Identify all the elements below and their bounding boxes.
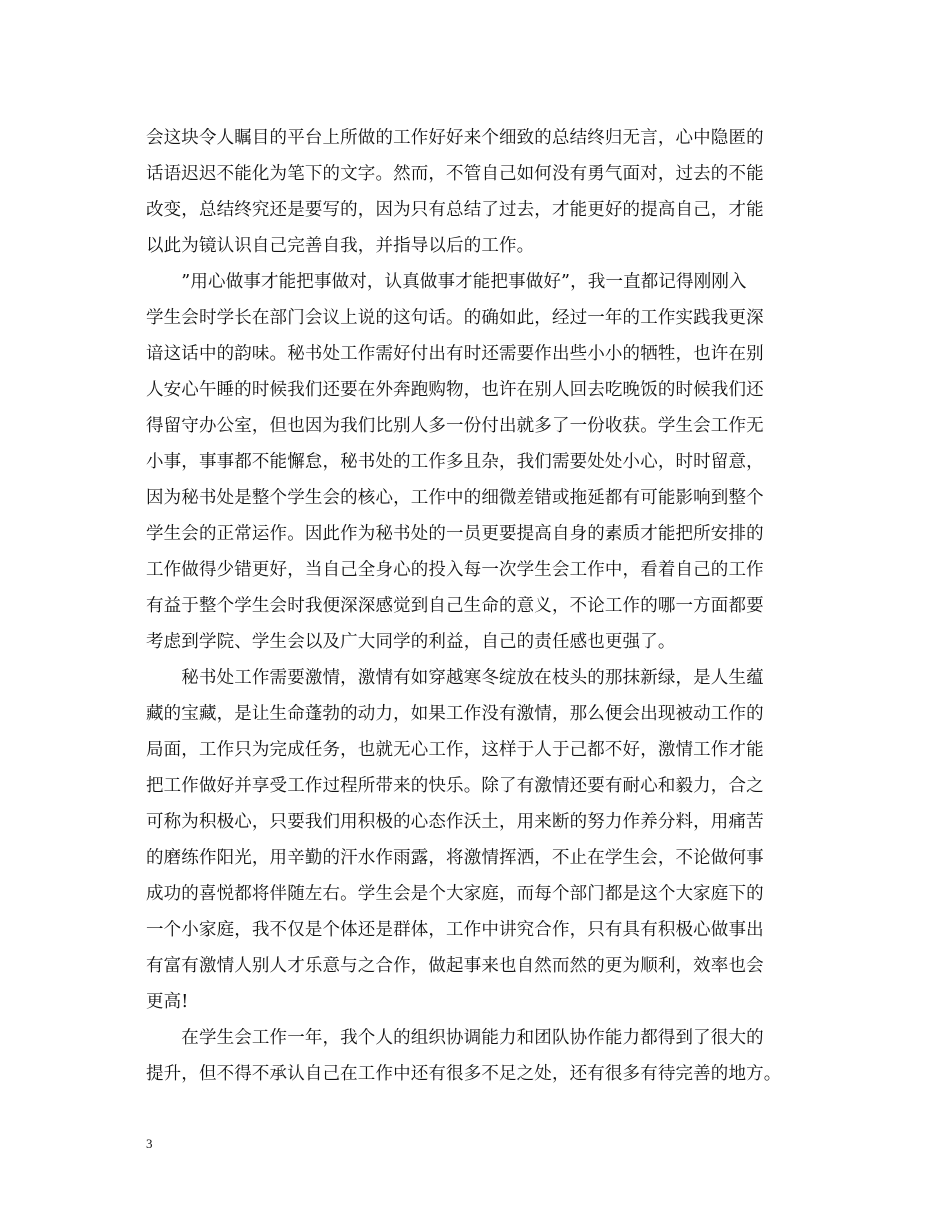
text-line: 因为秘书处是整个学生会的核心，工作中的细微差错或拖延都有可能影响到整个	[146, 488, 764, 508]
text-line: 话语迟迟不能化为笔下的文字。然而，不管自己如何没有勇气面对，过去的不能	[146, 164, 764, 184]
text-line: 有富有激情人别人才乐意与之合作，做起事来也自然而然的更为顺利，效率也会	[146, 956, 764, 976]
text-line: 考虑到学院、学生会以及广大同学的利益，自己的责任感也更强了。	[146, 632, 676, 652]
text-line: 可称为积极心，只要我们用积极的心态作沃土，用来断的努力作养分料，用痛苦	[146, 812, 764, 832]
text-line: 改变，总结终究还是要写的，因为只有总结了过去，才能更好的提高自己，才能	[146, 200, 764, 220]
text-line: 把工作做好并享受工作过程所带来的快乐。除了有激情还要有耐心和毅力，合之	[146, 776, 764, 796]
text-line: 秘书处工作需要激情，激情有如穿越寒冬绽放在枝头的那抹新绿，是人生蕴	[146, 668, 764, 688]
text-line: 人安心午睡的时候我们还要在外奔跑购物，也许在别人回去吃晚饭的时候我们还	[146, 380, 764, 400]
text-line: 的磨练作阳光，用辛勤的汗水作雨露，将激情挥洒，不止在学生会，不论做何事	[146, 848, 764, 868]
text-line: ”用心做事才能把事做对，认真做事才能把事做好”，我一直都记得刚刚入	[146, 272, 747, 292]
body-text	[146, 120, 816, 1092]
text-line: 成功的喜悦都将伴随左右。学生会是个大家庭，而每个部门都是这个大家庭下的	[146, 884, 764, 904]
text-line: 更高!	[146, 992, 189, 1012]
text-line: 得留守办公室，但也因为我们比别人多一份付出就多了一份收获。学生会工作无	[146, 416, 764, 436]
text-line: 小事，事事都不能懈怠，秘书处的工作多且杂，我们需要处处小心，时时留意，	[146, 452, 764, 472]
page-number: 3	[146, 1136, 153, 1151]
text-line: 学生会的正常运作。因此作为秘书处的一员更要提高自身的素质才能把所安排的	[146, 524, 764, 544]
text-line: 提升，但不得不承认自己在工作中还有很多不足之处，还有很多有待完善的地方。	[146, 1064, 782, 1084]
text-line: 工作做得少错更好，当自己全身心的投入每一次学生会工作中，看着自己的工作	[146, 560, 764, 580]
text-line: 谙这话中的韵味。秘书处工作需好付出有时还需要作出些小小的牺牲，也许在别	[146, 344, 764, 364]
text-line: 一个小家庭，我不仅是个体还是群体，工作中讲究合作，只有具有积极心做事出	[146, 920, 764, 940]
text-line: 有益于整个学生会时我便深深感觉到自己生命的意义，不论工作的哪一方面都要	[146, 596, 764, 616]
text-line: 学生会时学长在部门会议上说的这句话。的确如此，经过一年的工作实践我更深	[146, 308, 764, 328]
text-line: 在学生会工作一年，我个人的组织协调能力和团队协作能力都得到了很大的	[146, 1028, 764, 1048]
text-line: 藏的宝藏，是让生命蓬勃的动力，如果工作没有激情，那么便会出现被动工作的	[146, 704, 764, 724]
text-line: 局面，工作只为完成任务，也就无心工作，这样于人于己都不好，激情工作才能	[146, 740, 764, 760]
text-line: 会这块令人瞩目的平台上所做的工作好好来个细致的总结终归无言，心中隐匿的	[146, 128, 764, 148]
text-line: 以此为镜认识自己完善自我，并指导以后的工作。	[146, 236, 535, 256]
